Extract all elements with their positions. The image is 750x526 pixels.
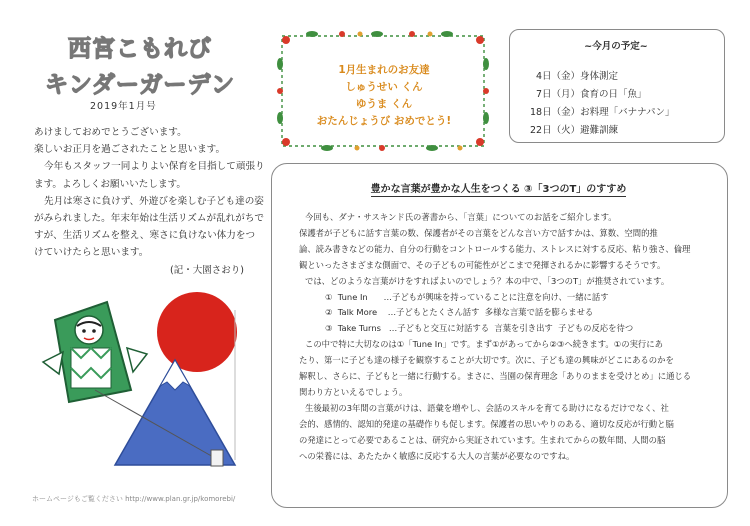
article-line: 関わり方といえるでしょう。 [299, 386, 408, 397]
sun-icon [157, 292, 237, 372]
greeting-line: あけましておめでとうございます。 [34, 127, 187, 138]
schedule-item: 4日（金）身体測定 [536, 71, 619, 82]
article-line: この中で特に大切なのは①「Tune In」です。まず①があってから②③へ続きます。①の実行にあ [305, 339, 663, 350]
article-line: 観といったさまざまな側面で、その子どもの可能性がどこまで発揮されるかに影響するそうです。 [299, 259, 666, 270]
issue-date: 2019年1月号 [90, 101, 157, 112]
greeting-line: ます。よろしくお願いいたします。 [34, 178, 186, 190]
article-line: への栄養には、あたたかく敏感に反応する大人の言葉が必要なのですね。 [299, 450, 575, 461]
greeting-text [34, 124, 272, 262]
greeting-line: すが、生活リズムを整え、寒さに負けない体力をつ [34, 230, 256, 242]
greeting-line: けていけたらと思います。 [34, 247, 149, 259]
school-name-line1: 西宮こもれび [68, 36, 212, 62]
greeting-line: 楽しいお正月を過ごされたことと思います。 [34, 144, 226, 156]
schedule-item: 7日（月）食育の日「魚」 [536, 89, 647, 100]
greeting-line: 今年もスタッフ一同よりよい保育を目指して頑張り [44, 161, 265, 173]
schedule-list [530, 68, 675, 140]
three-t-item: ② Talk More …子どもとたくさん話す 多様な言葉で話を膨らませる [325, 307, 594, 318]
spool-icon [211, 450, 223, 466]
schedule-title: ~今月の予定~ [584, 41, 648, 52]
article-body [299, 210, 715, 465]
birthday-heading: 1月生まれのお友達 [338, 64, 430, 76]
article-line: たり、第一に子ども達の様子を観察することが大切です。次に、子ども達の興味がどこにあるのかを [299, 355, 674, 366]
school-name-line2: キンダーガーデン [45, 72, 235, 98]
mountain-icon [115, 360, 235, 465]
greeting-signature: (記・大園さおり) [170, 265, 244, 276]
article-line: 論、読み書きなどの能力、自分の行動をコントロールする能力、ストレスに対する反応、粘り強さ、倫理 [299, 243, 691, 254]
article-line: 保護者が子どもに話す言葉の数、保護者がその言葉をどんな言い方で話すかは、算数、空間的推 [299, 227, 658, 238]
birthday-greeting: おたんじょうび おめでとう! [316, 115, 452, 127]
birthday-name: しゅうせい くん [345, 81, 423, 93]
birthday-message [300, 62, 468, 130]
schedule-item: 22日（火）避難訓練 [530, 125, 619, 136]
article-line: 解釈し、さらに、子どもと一緒に行動する。まさに、当園の保育理念「ありのままを受けとめ」に通じる [299, 371, 692, 382]
article-line: 今回も、ダナ・サスキンド氏の著書から、「言葉」についてのお話をご紹介します。 [305, 212, 617, 222]
article-title: 豊かな言葉が豊かな人生をつくる ③「3つのT」のすすめ [370, 184, 627, 195]
birthday-name: ゆうま くん [355, 98, 413, 110]
new-year-illustration [35, 290, 250, 490]
kite-icon [43, 302, 147, 402]
article-line: 生後最初の3年間の言葉がけは、語彙を増やし、会話のスキルを育てる助けになるだけでなく、社 [305, 402, 669, 413]
article-line: 会的、感情的、認知的発達の基礎作りも促します。保護者の思いやりのある、適切な反応が行動と脳 [299, 418, 674, 429]
article-line: の発達にとって必要であることは、研究から実証されています。生まれてからの数年間、人間の脳 [299, 434, 666, 445]
greeting-line: がみられました。年末年始は生活リズムが乱れがちで [34, 213, 264, 225]
footer-website: ホームページもご覧ください http://www.plan.gr.jp/komorebi/ [32, 495, 236, 503]
three-t-item: ① Tune In …子どもが興味を持っていることに注意を向け、一緒に話す [325, 291, 609, 302]
greeting-line: 先月は寒さに負けず、外遊びを楽しむ子ども達の姿 [44, 195, 264, 207]
article-line: では、どのような言葉がけをすればよいのでしょう？本の中で、「3つのT」が推奨されています。 [305, 275, 670, 286]
schedule-item: 18日（金）お料理「バナナパン」 [530, 107, 675, 118]
three-t-item: ③ Take Turns …子どもと交互に対話する 言葉を引き出す 子どもの反応を待つ [325, 323, 634, 334]
